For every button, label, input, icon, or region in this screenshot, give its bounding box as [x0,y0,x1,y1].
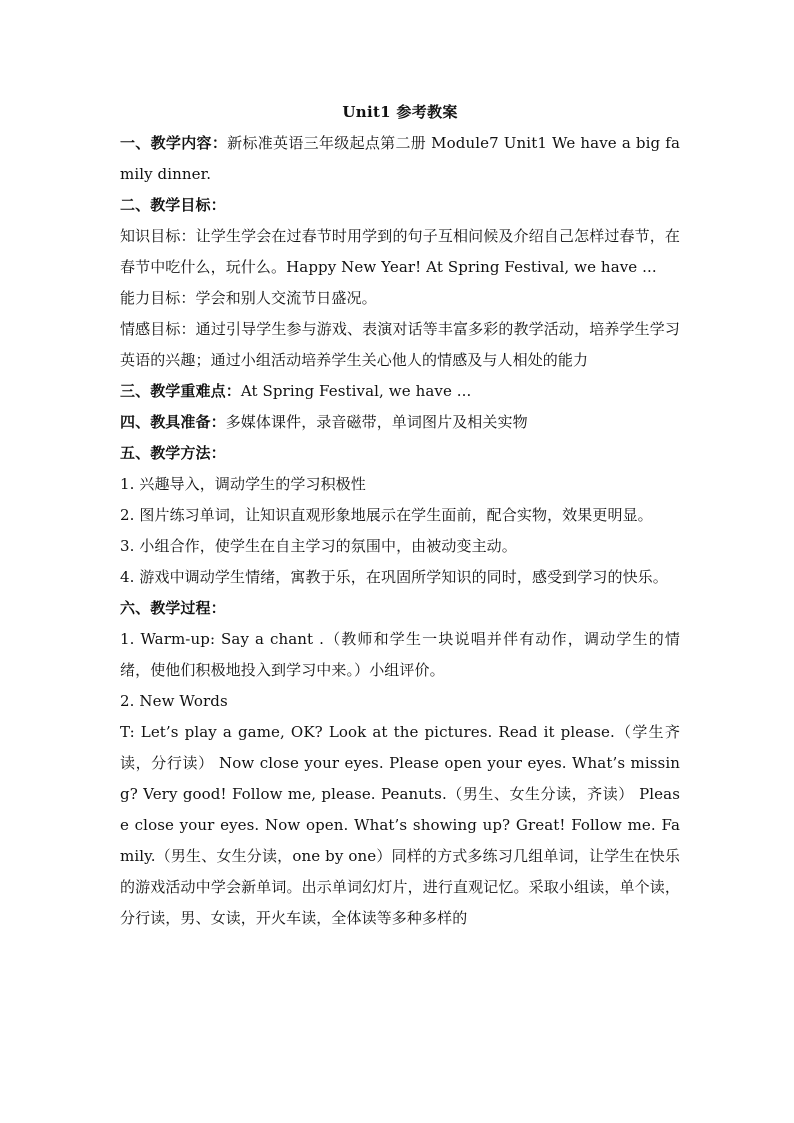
section-heading-methods: 五、教学方法： [120,444,226,462]
goal-emotion: 情感目标：通过引导学生参与游戏、表演对话等丰富多彩的教学活动，培养学生学习英语的兴趣；通过小组活动培养学生关心他人的情感及与人相处的能力 [120,320,680,369]
section-heading-materials: 四、教具准备： [120,413,226,431]
section-content-text: 新标准英语三年级起点第二册 Module7 Unit1 We have a big family dinner. [120,134,680,183]
section-heading-key-points: 三、教学重难点： [120,382,241,400]
section-materials [120,407,680,438]
section-heading-goals: 二、教学目标： [120,196,226,214]
process-step-new-words: 2. New Words [120,692,228,710]
process-step-warmup: 1. Warm-up: Say a chant .（教师和学生一块说唱并伴有动作，调动学生的情绪，使他们积极地投入到学习中来。）小组评价。 [120,630,680,679]
method-item: 3. 小组合作，使学生在自主学习的氛围中，由被动变主动。 [120,537,517,555]
materials-text: 多媒体课件，录音磁带，单词图片及相关实物 [225,413,528,431]
section-heading-process: 六、教学过程： [120,599,226,617]
section-content [120,128,680,190]
goal-ability: 能力目标：学会和别人交流节日盛况。 [120,289,377,307]
section-heading-content: 一、教学内容： [120,134,228,152]
key-points-text: At Spring Festival, we have ... [240,382,472,400]
process-step-new-words-text: T: Let’s play a game, OK? Look at the pictures. Read it please.（学生齐读，分行读） Now close your eyes. Please open your eyes. What’s missing? Very good! Follow me, please. Peanuts.（男生、女生分读，齐读） Please close your eyes. Now open. What’s showing up? Great! Follow me. Family.（男生、女生分读，one by one）同样的方式多练习几组单词，让学生在快乐的游戏活动中学会新单词。出示单词幻灯片，进行直观记忆。采取小组读，单个读，分行读，男、女读，开火车读，全体读等多种多样的 [120,723,680,927]
method-item: 4. 游戏中调动学生情绪，寓教于乐，在巩固所学知识的同时，感受到学习的快乐。 [120,568,668,586]
method-item: 1. 兴趣导入，调动学生的学习积极性 [120,475,366,493]
document-page [120,98,680,934]
page-title: Unit1 参考教案 [342,103,458,121]
method-item: 2. 图片练习单词，让知识直观形象地展示在学生面前，配合实物，效果更明显。 [120,506,653,524]
goal-knowledge: 知识目标：让学生学会在过春节时用学到的句子互相问候及介绍自己怎样过春节，在春节中吃什么，玩什么。Happy New Year! At Spring Festival, we have ... [120,227,680,276]
section-key-points [120,376,680,407]
